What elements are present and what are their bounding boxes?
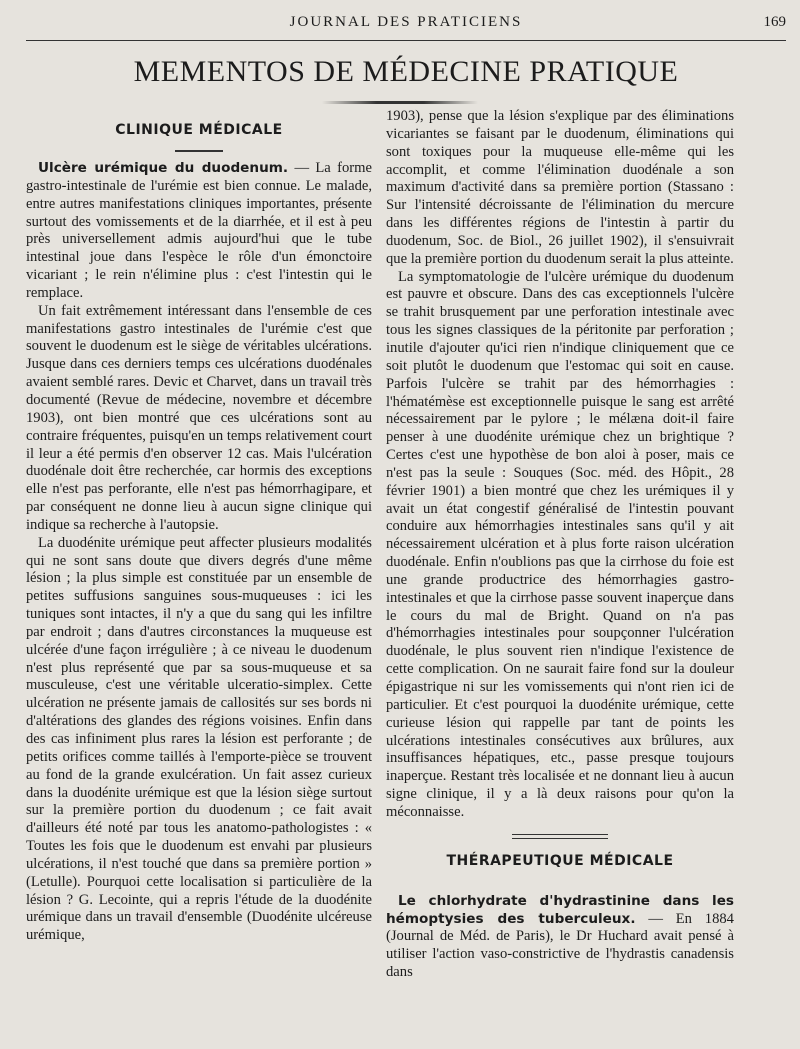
paragraph: La symptomatologie de l'ulcère urémique du duodenum est pauvre et obscure. Dans des cas exceptionnels l'ulcère se trahit brusquement par une perforation intestinale avec tous les signes classiques de la péritonite par perforation ; inutile d'ajouter qu'ici rien n'indique cliniquement que ce soit plutôt le duodenum que l'estomac qui soit en cause. Parfois l'ulcère se trahit par des hémorrhagies : l'hématémèse est exceptionnelle puisque le sang est arrêté nécessairement par le pylore ; le mélæna doit-il faire penser à une duodénite urémique chez un brightique ? Certes c'est une hypothèse de bon aloi à poser, mais ce n'est pas la seule : Souques (Soc. méd. des Hôpit., 28 février 1901) a bien montré que chez les urémiques il y avait un état congestif généralisé de l'intestin pouvant conduire aux hémorrhagies intestinales sans qu'il y ait nécessairement ulcération et à plus forte raison ulcération duodénale. Enfin n'oublions pas que la cirrhose du foie est une grande productrice des hémorrhagies gastro-intestinales et que la cirrhose passe souvent inaperçue dans le cours du mal de Bright. Quand on n'a pas d'hémorrhagies intestinales pour soupçonner l'ulcération duodénale, le plus souvent rien n'indique l'existence de cette complication. On ne saurait faire fond sur la douleur épigastrique ni sur les vomissements qui n'ont rien ici de particulier. Et c'est pourquoi la duodénite urémique, cette curieuse lésion qui rappelle par tant de points les ulcérations intestinales consécutives aux brûlures, aux insuffisances hépatiques, etc., passe presque toujours inaperçue. Restant très localisée et ne donnant lieu à aucun signe clinique, il y a là deux raisons pour qu'on la méconnaisse. (386, 268, 734, 820)
title-rule (322, 101, 478, 104)
paragraph-text: — La forme gastro-intestinale de l'urémie est bien connue. Le malade, entre autres manifestations cliniques importantes, présente surtout des vomissements et de la diarrhée, et il est à peu près universellement admis aujourd'hui que le tube intestinal joue dans l'espèce le rôle d'un émonctoire vicariant ; le rein n'élimine plus : c'est l'intestin qui le remplace. (26, 160, 372, 301)
section-heading-clinique: CLINIQUE MÉDICALE (115, 122, 283, 138)
section-heading-therapeutique: THÉRAPEUTIQUE MÉDICALE (446, 852, 674, 869)
article-title-hydrastinine: Le chlorhydrate d'hydrastinine dans les hémoptysies des tuberculeux. (386, 892, 734, 927)
running-header (26, 10, 786, 36)
paragraph: 1903), pense que la lésion s'explique par des éliminations vicariantes se faisant par le duodenum, éliminations qui sont toxiques pour la muqueuse elle-même qui les accomplit, et comme l'élimination duodénale a son maximum d'activité dans sa première portion (Stassano : Sur l'intensité décroissante de l'élimination du mercure dans les différentes régions de l'intestin à partir du duodenum, Soc. de Biol., 26 juillet 1902), il s'ensuivrait que la première portion du duodenum serait la plus atteinte. (386, 108, 734, 267)
left-column (26, 108, 372, 945)
journal-name: JOURNAL DES PRATICIENS (289, 14, 523, 30)
paragraph (26, 160, 372, 303)
paragraph: Un fait extrêmement intéressant dans l'ensemble de ces manifestations gastro intestinales de l'urémie c'est que souvent le duodenum est le siège de véritables ulcérations. Jusque dans ces derniers temps ces ulcérations duodénales avaient semblé rares. Devic et Charvet, dans un travail très documenté (Revue de médecine, novembre et décembre 1903), ont bien montré que ces ulcérations sont au contraire fréquentes, puisqu'en un temps relativement court il leur a été permis d'en observer 12 cas. Mais l'ulcération duodénale doit être recherchée, car hormis des exceptions elle n'est pas perforante, elle n'est pas hémorrhagipare, et par conséquent ne donne lieu à aucun signe clinique qui indique sa recherche à l'autopsie. (26, 302, 372, 533)
paragraph (386, 893, 734, 982)
page-number: 169 (763, 14, 786, 30)
header-rule (26, 40, 786, 41)
main-title: MEMENTOS DE MÉDECINE PRATIQUE (133, 55, 679, 88)
paragraph: La duodénite urémique peut affecter plusieurs modalités qui ne sont sans doute que divers degrés d'une même lésion ; la plus simple est constituée par un ensemble de petites suffusions sanguines sous-muqueuses : ici les tuniques sont intactes, il n'y a que du sang qui les infiltre par endroit ; dans d'autres circonstances la muqueuse est ulcérée d'une façon irrégulière ; à ce niveau le duodenum n'est plus représenté que par sa sous-muqueuse et sa musculeuse, c'est une véritable ulceratio-simplex. Cette ulcération ne présente jamais de callosités sur ses bords ni d'altérations des glandes des régions voisines. Enfin dans des cas infiniment plus rares la lésion est perforante ; de petits orifices comme taillés à l'emporte-pièce se trouvent au fond de la grande exulcération. Un fait assez curieux dans la duodénite urémique est que la lésion siège surtout sur la première portion du duodenum ; ce fait avait d'ailleurs été noté par tous les anatomo-pathologistes : « Toutes les fois que le duodenum est envahi par plusieurs ulcérations, il n'est touché que dans sa première portion » (Letulle). Pourquoi cette localisation si particulière de la lésion ? G. Lecointe, qui a repris l'étude de la duodénite urémique dans un travail d'ensemble (Duodénite ulcéreuse urémique, (26, 534, 372, 944)
article-title-ulcere: Ulcère urémique du duodenum. (38, 160, 289, 176)
right-column (386, 108, 734, 982)
paragraph-text: — En 1884 (Journal de Méd. de Paris), le Dr Huchard avait pensé à utiliser l'action vaso-constrictive de l'hydrastis canadensis dans (386, 910, 734, 981)
